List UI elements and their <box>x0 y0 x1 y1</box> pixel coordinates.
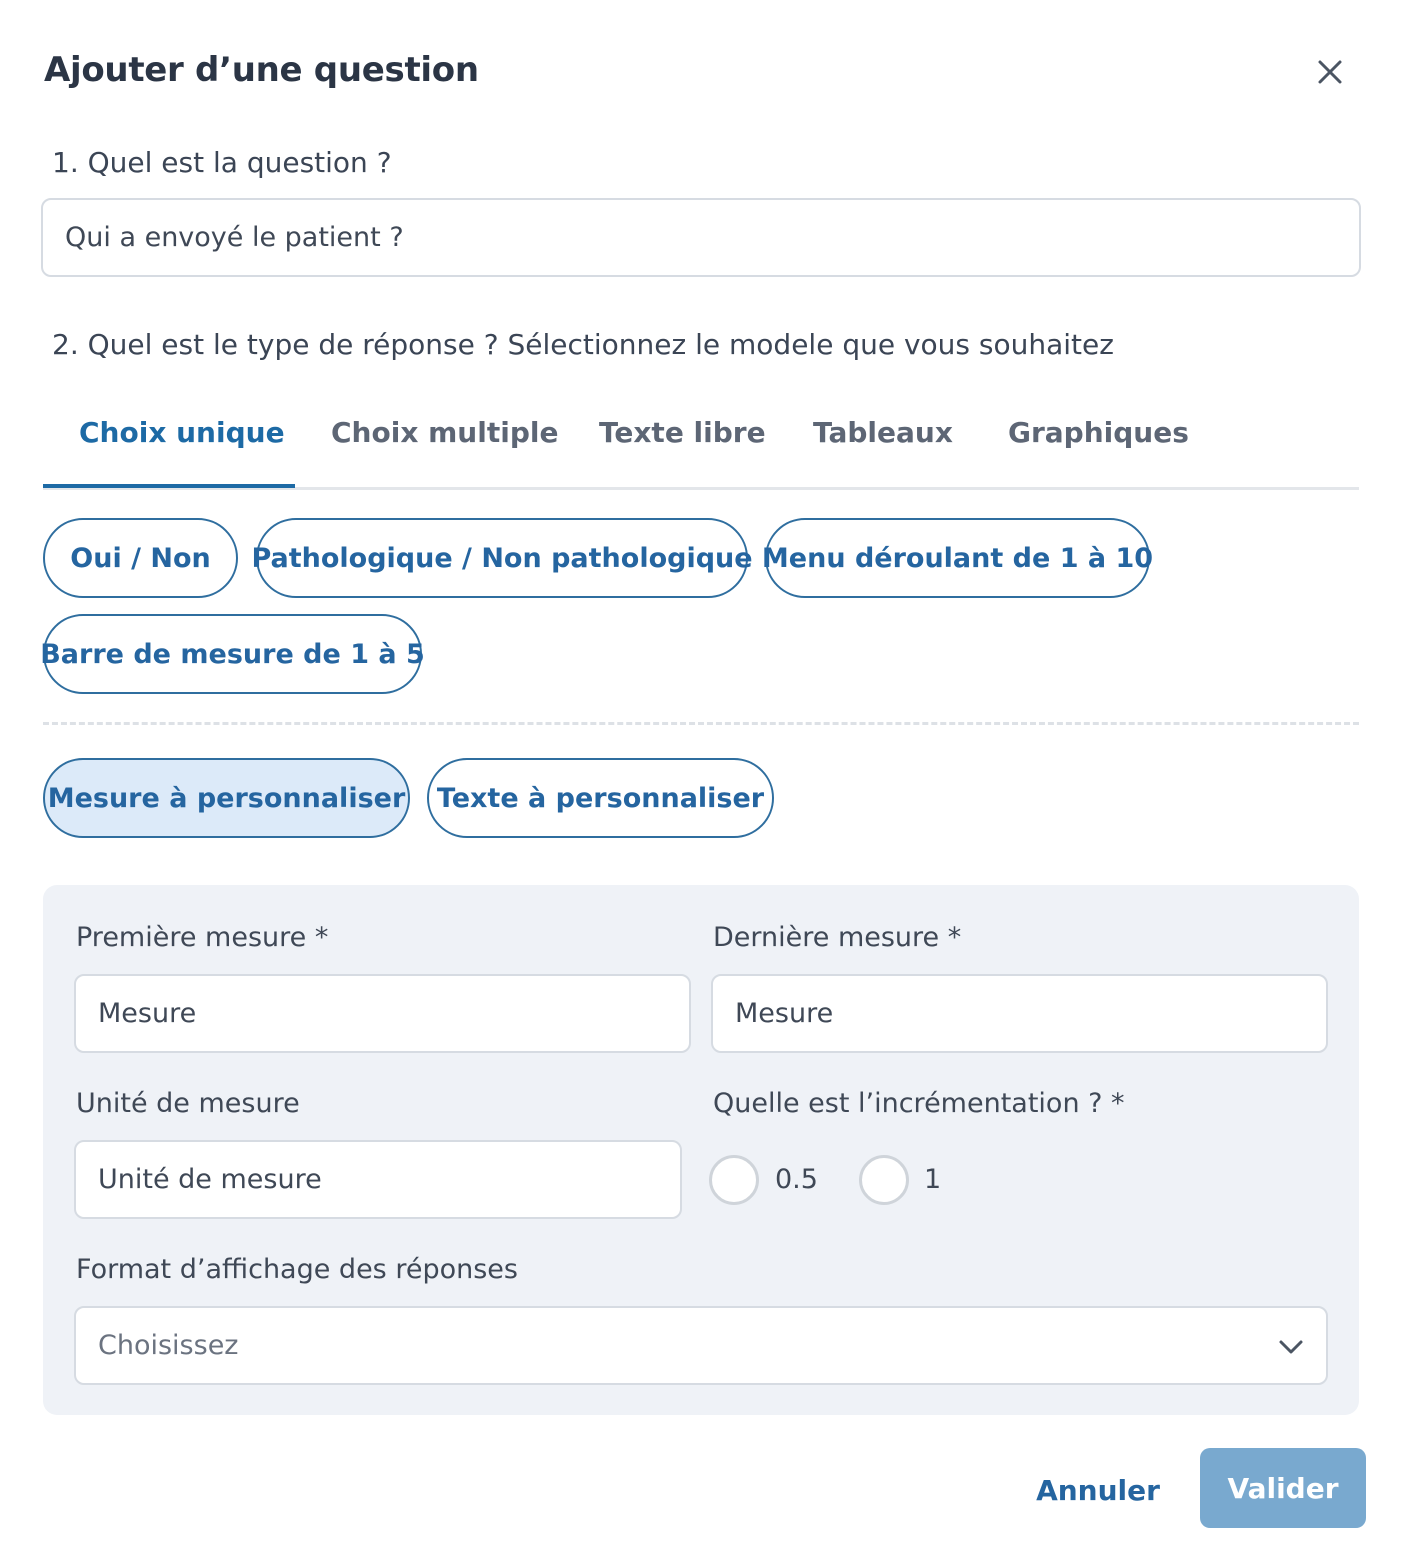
question-label: 1. Quel est la question ? <box>52 146 392 179</box>
response-type-label: 2. Quel est le type de réponse ? Sélectionnez le modele que vous souhaitez <box>52 328 1114 361</box>
tab-texte-libre[interactable]: Texte libre <box>599 416 766 449</box>
first-measure-placeholder: Mesure <box>98 998 197 1029</box>
first-measure-label: Première mesure * <box>76 922 329 953</box>
unit-label: Unité de mesure <box>76 1088 300 1119</box>
cancel-button[interactable]: Annuler <box>1036 1473 1160 1507</box>
tab-graphiques[interactable]: Graphiques <box>1008 416 1189 449</box>
last-measure-placeholder: Mesure <box>735 998 834 1029</box>
display-format-label: Format d’affichage des réponses <box>76 1254 518 1285</box>
template-texte-personnaliser[interactable]: Texte à personnaliser <box>427 758 774 838</box>
increment-option-1-label: 1 <box>924 1164 942 1195</box>
display-format-placeholder: Choisissez <box>98 1330 239 1361</box>
first-measure-input[interactable] <box>74 974 691 1053</box>
display-format-select[interactable] <box>74 1306 1328 1385</box>
validate-button[interactable]: Valider <box>1200 1448 1366 1528</box>
dialog-title: Ajouter d’une question <box>44 50 479 90</box>
response-type-tabs <box>43 408 1359 490</box>
increment-radio-0-5[interactable] <box>709 1155 759 1205</box>
close-button[interactable] <box>1310 52 1350 92</box>
template-menu-deroulant[interactable]: Menu déroulant de 1 à 10 <box>765 518 1150 598</box>
close-icon <box>1310 52 1350 92</box>
last-measure-input[interactable] <box>711 974 1328 1053</box>
tab-tableaux[interactable]: Tableaux <box>813 416 953 449</box>
increment-label: Quelle est l’incrémentation ? * <box>713 1088 1125 1119</box>
tab-choix-multiple[interactable]: Choix multiple <box>331 416 559 449</box>
active-tab-indicator <box>43 484 295 488</box>
last-measure-label: Dernière mesure * <box>713 922 962 953</box>
increment-option-0-5-label: 0.5 <box>775 1164 818 1195</box>
tab-choix-unique[interactable]: Choix unique <box>79 416 285 449</box>
increment-radio-1[interactable] <box>859 1155 909 1205</box>
unit-input[interactable] <box>74 1140 682 1219</box>
template-barre-de-mesure[interactable]: Barre de mesure de 1 à 5 <box>43 614 422 694</box>
template-oui-non[interactable]: Oui / Non <box>43 518 238 598</box>
chevron-down-icon <box>1276 1332 1306 1362</box>
question-input-value: Qui a envoyé le patient ? <box>65 222 404 253</box>
template-mesure-personnaliser[interactable]: Mesure à personnaliser <box>43 758 410 838</box>
unit-placeholder: Unité de mesure <box>98 1164 322 1195</box>
template-pathologique[interactable]: Pathologique / Non pathologique <box>256 518 748 598</box>
divider <box>43 722 1359 725</box>
question-input[interactable] <box>41 198 1361 277</box>
